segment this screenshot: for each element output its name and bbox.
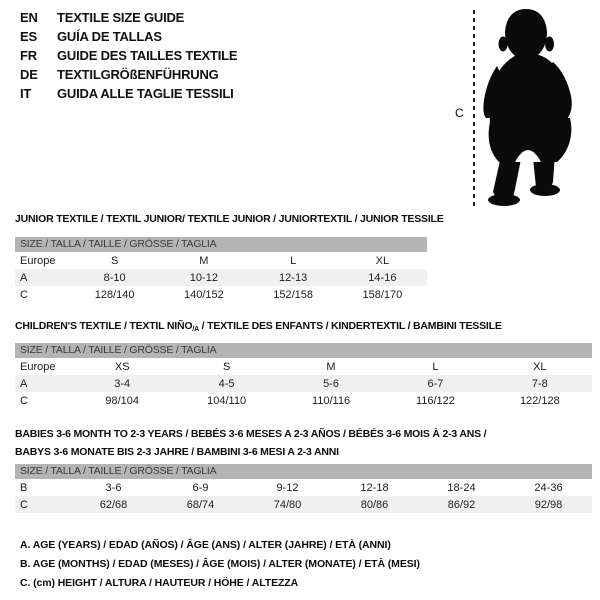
size-cell: XS [114,360,130,373]
table-row [15,358,592,375]
size-cell: 12-18 [360,481,389,494]
title-text: CHILDREN'S TEXTILE / TEXTIL NIÑO [15,320,193,332]
size-cell: M [326,360,336,373]
size-cell: 5-6 [323,377,339,390]
size-cell: XL [533,360,547,373]
legend [20,539,420,596]
row-label: A [20,271,28,284]
junior-table-title: JUNIOR TEXTILE / TEXTIL JUNIOR/ TEXTILE JUNIOR / JUNIORTEXTIL / JUNIOR TESSILE [15,213,444,225]
language-list [20,8,237,103]
size-cell: 86/92 [447,498,476,511]
size-cell: L [290,254,297,267]
row-label: Europe [20,254,56,267]
table-row [15,252,427,269]
size-cell: 6-7 [427,377,444,390]
size-header-bar: SIZE / TALLA / TAILLE / GRÖSSE / TAGLIA [15,343,592,358]
babies-table [15,464,592,513]
row-label: A [20,377,28,390]
table-row [15,269,427,286]
row-label: C [20,394,28,407]
language-row-es [20,27,237,46]
size-cell: 104/110 [207,394,247,407]
title-text: / TEXTILE DES ENFANTS / KINDERTEXTIL / BAMBINI TESSILE [198,320,502,332]
baby-silhouette-icon [483,4,598,209]
children-table [15,343,592,409]
babies-table-title [15,425,486,461]
size-cell: 14-16 [368,271,397,284]
title-line-1: BABIES 3-6 MONTH TO 2-3 YEARS / BEBÉS 3-6 MESES A 2-3 AÑOS / BÉBÉS 3-6 MOIS À 2-3 ANS / [15,428,487,440]
language-label: TEXTILGRÖßENFÜHRUNG [57,67,219,82]
size-cell: 24-36 [534,481,563,494]
language-label: TEXTILE SIZE GUIDE [57,10,185,25]
language-code: FR [20,48,37,63]
height-measure-label: C [455,106,464,120]
size-cell: M [199,254,209,267]
size-cell: 80/86 [360,498,389,511]
row-label: C [20,288,28,301]
size-cell: 140/152 [183,288,224,301]
language-label: GUÍA DE TALLAS [57,29,162,44]
language-row-de [20,65,237,84]
size-cell: 7-8 [531,377,548,390]
legend-line-c: C. (cm) HEIGHT / ALTURA / HAUTEUR / HÖHE / ALTEZZA [20,577,299,589]
size-cell: L [432,360,439,373]
size-cell: 158/170 [362,288,403,301]
language-code: ES [20,29,37,44]
language-row-fr [20,46,237,65]
size-cell: 9-12 [276,481,299,494]
size-cell: 110/116 [311,394,351,407]
legend-line-b: B. AGE (MONTHS) / EDAD (MESES) / ÂGE (MOIS) / ALTER (MONATE) / ETÀ (MESI) [20,558,420,570]
language-label: GUIDA ALLE TAGLIE TESSILI [57,86,234,101]
row-label: Europe [20,360,56,373]
title-line-2: BABYS 3-6 MONATE BIS 2-3 JAHRE / BAMBINI 3-6 MESI A 2-3 ANNI [15,446,339,458]
junior-table [15,237,427,303]
size-cell: S [110,254,119,267]
language-code: EN [20,10,38,25]
title-subscript: /A [192,326,199,333]
legend-line-a: A. AGE (YEARS) / EDAD (AÑOS) / ÂGE (ANS) / ALTER (JAHRE) / ETÀ (ANNI) [20,539,391,551]
size-cell: 8-10 [103,271,126,284]
size-cell: S [222,360,231,373]
size-cell: 128/140 [94,288,135,301]
table-row [15,479,592,496]
row-label: B [20,481,28,494]
height-measure-line [473,10,475,208]
size-cell: 98/104 [105,394,140,407]
size-header-bar: SIZE / TALLA / TAILLE / GRÖSSE / TAGLIA [15,464,592,479]
language-code: DE [20,67,38,82]
language-code: IT [20,86,32,101]
size-cell: 3-6 [105,481,122,494]
size-cell: 3-4 [114,377,131,390]
size-cell: 116/122 [415,394,455,407]
language-row-en [20,8,237,27]
language-label: GUIDE DES TAILLES TEXTILE [57,48,238,63]
size-cell: 12-13 [279,271,308,284]
table-row [15,286,427,303]
size-cell: 62/68 [99,498,128,511]
size-cell: 92/98 [534,498,563,511]
size-cell: 122/128 [519,394,560,407]
size-cell: 6-9 [192,481,209,494]
language-row-it [20,84,237,103]
size-cell: XL [375,254,390,267]
size-cell: 18-24 [447,481,476,494]
size-cell: 4-5 [218,377,235,390]
size-cell: 74/80 [273,498,302,511]
row-label: C [20,498,28,511]
size-cell: 152/158 [273,288,313,301]
table-row [15,375,592,392]
size-cell: 68/74 [186,498,215,511]
children-table-title [15,320,502,333]
size-cell: 10-12 [189,271,218,284]
size-header-bar: SIZE / TALLA / TAILLE / GRÖSSE / TAGLIA [15,237,427,252]
table-row [15,496,592,513]
table-row [15,392,592,409]
